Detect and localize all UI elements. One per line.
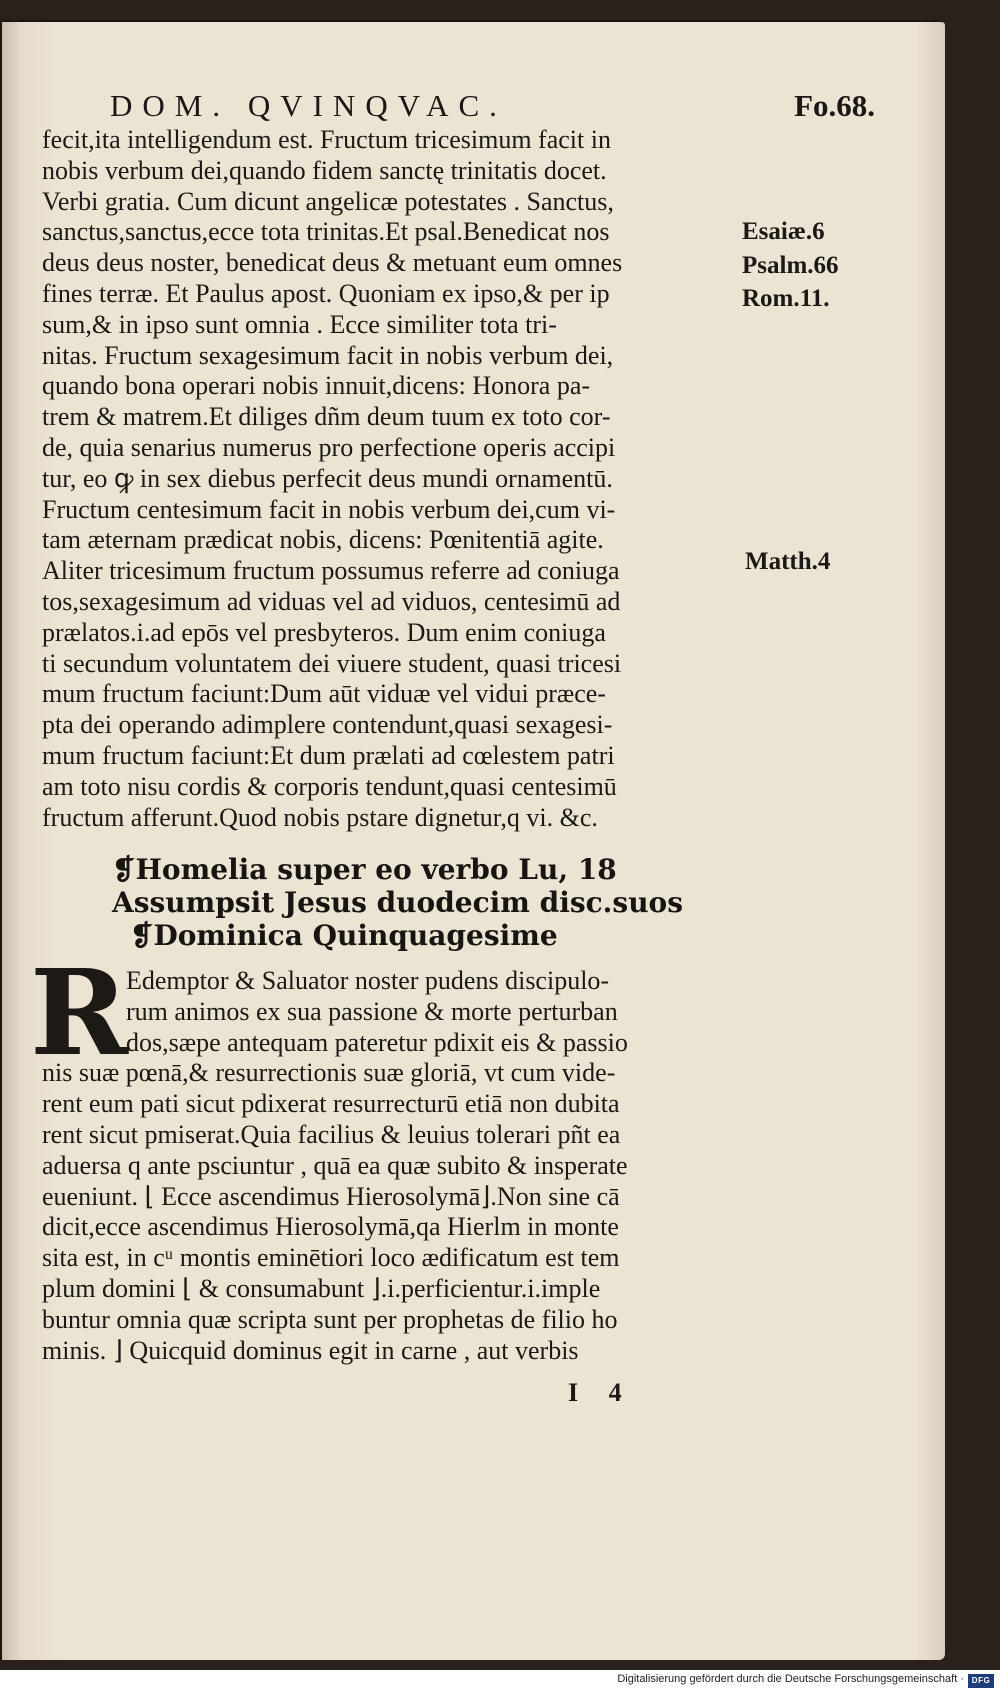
text-line: aduersa q ante psciuntur , quā ea quæ subito & insperate	[42, 1150, 628, 1180]
text-line: quando bona operari nobis innuit,dicens: Honora pa-	[42, 371, 591, 401]
dfg-logo: DFG	[968, 1674, 994, 1688]
text-line: fecit,ita intelligendum est. Fructum tricesimum facit in	[42, 125, 611, 154]
text-line: rent eum pati sicut pdixerat resurrecturū etiā non dubita	[42, 1089, 620, 1119]
drop-cap-initial: R	[30, 943, 129, 1082]
heading-line: ❡Homelia super eo verbo Lu, 18	[112, 853, 617, 886]
text-line: Edemptor & Saluator noster pudens discipulo-	[126, 966, 610, 995]
text-line: buntur omnia quæ scripta sunt per prophetas de filio ho	[42, 1304, 618, 1334]
text-line: dicit,ecce ascendimus Hierosolymā,qa Hierlm in monte	[42, 1212, 619, 1242]
text-line: sum,& in ipso sunt omnia . Ecce similiter tota tri-	[42, 309, 557, 339]
text-line: Aliter tricesimum fructum possumus referre ad coniuga	[42, 556, 620, 586]
funding-credit: Digitalisierung gefördert durch die Deutsche Forschungsgemeinschaft ·	[617, 1673, 964, 1685]
text-line: ti secundum voluntatem dei viuere student, quasi tricesi	[42, 648, 622, 678]
text-line: dos,sæpe antequam pateretur pdixit eis & passio	[126, 1027, 628, 1057]
text-line: tos,sexagesimum ad viduas vel ad viduos, centesimū ad	[42, 586, 621, 616]
text-line: rent sicut pmiserat.Quia facilius & leuius tolerari pñt ea	[42, 1119, 621, 1149]
text-line: tur, eo ꝙ in sex diebus perfecit deus mundi ornamentū.	[42, 463, 613, 493]
text-line: prælatos.i.ad epōs vel presbyteros. Dum enim coniuga	[42, 617, 606, 647]
page-header	[110, 88, 875, 128]
text-line: eueniunt. ⌊ Ecce ascendimus Hierosolymā⌋.Non sine cā	[42, 1181, 620, 1211]
text-line: sita est, in cᵘ montis eminētiori loco ædificatum est tem	[42, 1243, 620, 1273]
text-line: tam æternam prædicat nobis, dicens: Pœnitentiā agite.	[42, 525, 604, 555]
text-line: Verbi gratia. Cum dicunt angelicæ potestates . Sanctus,	[42, 186, 614, 216]
text-line: minis. ⌋ Quicquid dominus egit in carne , aut verbis	[42, 1335, 579, 1365]
text-line: trem & matrem.Et diliges dñm deum tuum ex toto cor-	[42, 402, 611, 432]
text-line: rum animos ex sua passione & morte perturban	[126, 996, 618, 1026]
running-title: DOM. QVINQVAC.	[110, 88, 507, 123]
signature-mark: I 4	[568, 1378, 634, 1407]
text-line: nis suæ pœnā,& resurrectionis suæ gloriā, vt cum vide-	[42, 1058, 616, 1088]
homily-text	[42, 966, 754, 1366]
margin-note-matth: Matth.4	[745, 548, 831, 575]
text-line: mum fructum faciunt:Dum aūt viduæ vel vidui præce-	[42, 679, 606, 709]
text-line: sanctus,sanctus,ecce tota trinitas.Et psal.Benedicat nos	[42, 217, 610, 247]
text-line: am toto nisu cordis & corporis tendunt,quasi centesimū	[42, 771, 617, 801]
text-line: fines terræ. Et Paulus apost. Quoniam ex ipso,& per ip	[42, 278, 610, 308]
text-line: fructum afferunt.Quod nobis pstare dignetur,q vi. &c.	[42, 802, 598, 832]
heading-line: ❡Dominica Quinquagesime	[130, 919, 558, 952]
main-text	[42, 125, 742, 833]
homily-heading	[112, 853, 752, 952]
text-line: deus deus noster, benedicat deus & metuant eum omnes	[42, 248, 623, 278]
footer-bar	[0, 1670, 1000, 1693]
margin-note-rom: Rom.11.	[742, 285, 830, 312]
text-line: pta dei operando adimplere contendunt,quasi sexagesi-	[42, 710, 613, 740]
text-line: de, quia senarius numerus pro perfectione operis accipi	[42, 432, 616, 462]
margin-note-psalm: Psalm.66	[742, 252, 839, 279]
text-line: plum domini ⌊ & consumabunt ⌋.i.perficientur.i.imple	[42, 1273, 601, 1303]
folio-number: Fo.68.	[794, 88, 875, 123]
text-line: Fructum centesimum facit in nobis verbum dei,cum vi-	[42, 494, 616, 524]
text-line: nitas. Fructum sexagesimum facit in nobis verbum dei,	[42, 340, 614, 370]
text-line: nobis verbum dei,quando fidem sanctę trinitatis docet.	[42, 155, 607, 185]
text-line: mum fructum faciunt:Et dum prælati ad cœlestem patri	[42, 740, 615, 770]
heading-line: Assumpsit Jesus duodecim disc.suos	[112, 886, 683, 919]
margin-note-esaiae: Esaiæ.6	[742, 218, 825, 245]
